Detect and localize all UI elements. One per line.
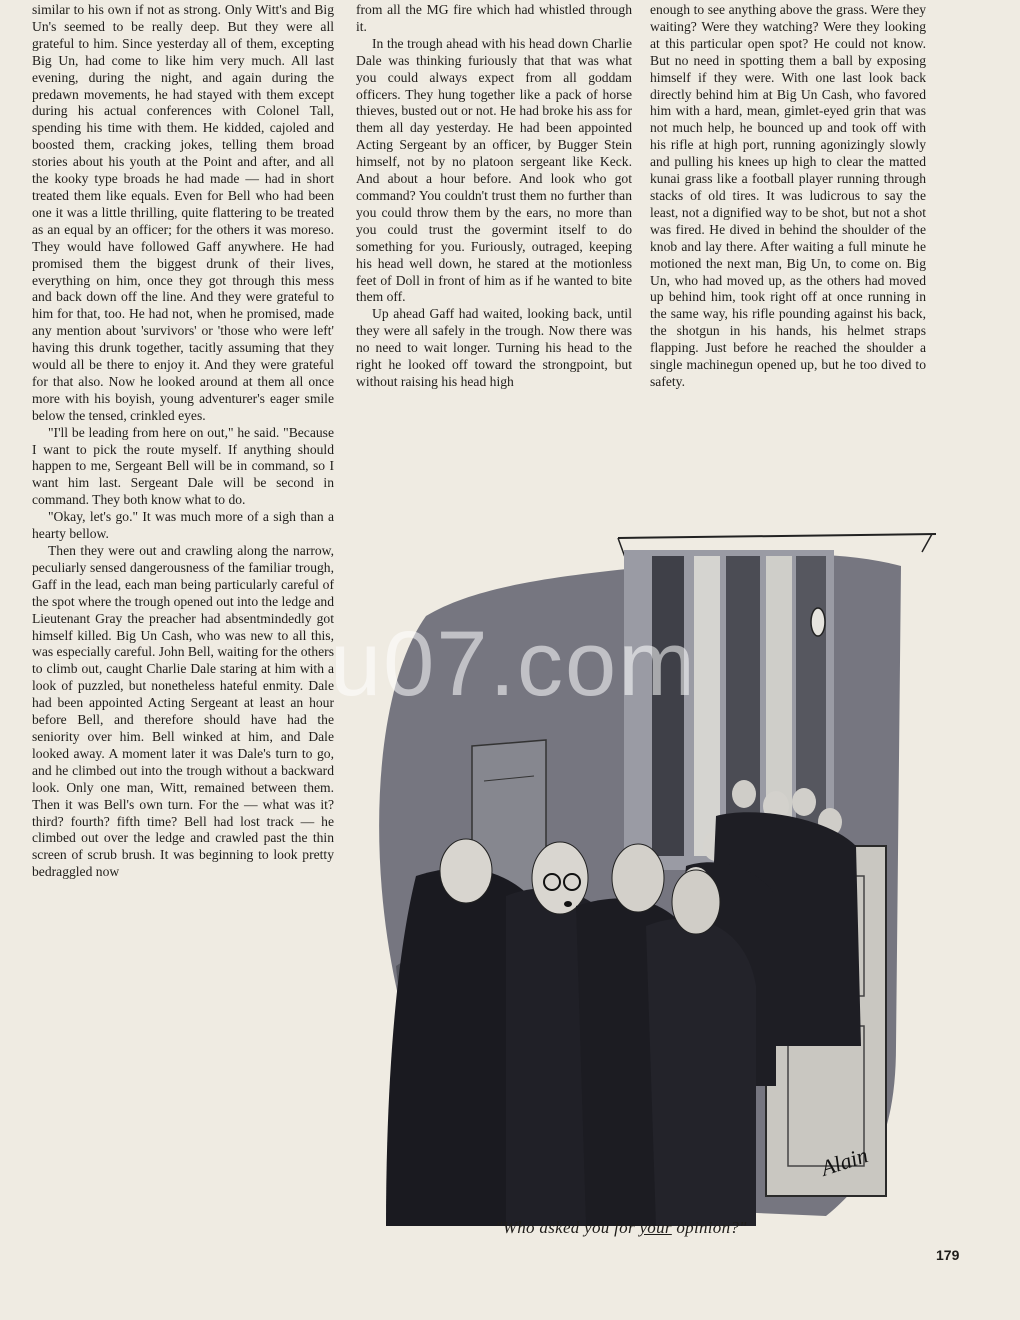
page-number: 179 — [936, 1247, 960, 1263]
paragraph: from all the MG fire which had whistled through it. — [356, 2, 632, 34]
cartoon-illustration — [356, 526, 960, 1236]
paragraph: "Okay, let's go." It was much more of a sigh than a hearty bellow. — [32, 509, 334, 542]
paragraph: Then they were out and crawling along the narrow, peculiarly sensed dangerousness of the familiar trough, Gaff in the lead, each man being particularly careful of the spot where the trough opened out into the ledge and Lieutenant Gray the preacher had absentmindedly got himself killed. Big Un Cash, who was new to all this, was especially careful. John Bell, waiting for the others to climb out, caught Charlie Dale staring at him with a look of puzzled, but nonetheless hateful enmity. Dale had been appointed Acting Sergeant at least an hour before Bell, and therefore should have had the seniority over him. Bell winked at him, and Dale looked away. A moment later it was Dale's turn to go, and he climbed out into the trough without a backward look. Only one man, Witt, remained between them. Then it was Bell's own turn. For the — what was it? third? fourth? fifth time? Bell had lost track — he climbed out over the ledge and crawled past the thin screen of scrub brush. It was beginning to look pretty bedraggled now — [32, 543, 335, 880]
wall-lamp — [811, 608, 825, 636]
paragraph: enough to see anything above the grass. Were they waiting? Were they watching? Were they looking at this particular open spot? He could not know. But no need in spotting them a ball by exposing himself if they were. With one last look back directly behind him at Big Un Cash, who favored him with a hard, mean, gimlet-eyed grin that was not much help, he bounced up and took off with his rifle at high port, running agonizingly slowly and pulling his knees up high to clear the matted kunai grass like a football player running through stacks of old tires. It was ludicrous to say the least, not a dignified way to be shot, but not a shot was fired. He dived in behind the shoulder of the knob and lay there. After waiting a full minute he motioned the next man, Big Un, to come on. Big Un, who had moved up, as the others had moved up behind him, took right off at once running in the same way, his rifle pounding against his back, the shotgun in his hands, his helmet straps flapping. Just before he reached the shoulder a single machinegun opened up, but he too dived to safety. — [650, 2, 926, 389]
cartoon-caption: "Who asked you for your opinion?" — [495, 1218, 747, 1237]
article-column-3 — [650, 2, 926, 391]
paragraph: similar to his own if not as strong. Only Witt's and Big Un's seemed to be really deep. But they were all grateful to him. Since yesterday all of them, excepting Big Un, had come to like him very much. All last evening, during the night, and again during the predawn movements, he had stayed with them except during his actual conferences with Colonel Tall, spending his time with them. He kidded, cajoled and boosted them, cracking jokes, telling them broad stories about his youth at the Point and after, and all the kooky type broads he had made — had in short treated them like equals. Even for Bell who had been one it was a little thrilling, quite flattering to be treated as an equal by an officer; for the others it was moreso. They would have followed Gaff anywhere. He had promised them the biggest drunk of their lives, everything on him, once they got through this mess and back down off the line. And they were grateful to him for that, too. He had not, when he promised, made any mention about 'survivors' or 'those who were left' having this drunk together, tacitly assuming that they would all be there to enjoy it. And they were grateful for that also. Now he looked around at them all once more with his boyish, young adventurer's eager smile below the tensed, crinkled eyes. — [32, 2, 334, 423]
article-column-1 — [32, 2, 334, 881]
watermark: u07.com — [330, 613, 697, 715]
paragraph: In the trough ahead with his head down Charlie Dale was thinking furiously that that was what you could always expect from all goddam officers. They hung together like a pack of horse thieves, busted out or not. He had broke his ass for them all day yesterday. He had been appointed Acting Sergeant by an officer, by Bugger Stein himself, not by no platoon sergeant like Keck. And about a hour before. And look who got command? You couldn't trust them no further than you could throw them by the ears, no more than you could trust the govermint itself to do something for you. Furiously, outraged, keeping his head well down, he stared at the motionless feet of Doll in front of him as if he wanted to bite them off. — [356, 35, 632, 305]
foreground-figures — [386, 839, 756, 1226]
article-column-2 — [356, 2, 632, 391]
paragraph: "I'll be leading from here on out," he said. "Because I want to pick the route myself. If anything should happen to me, Sergeant Bell will be in command, so I want him last. Sergeant Dale will be second in command. They both know what to do. — [32, 424, 334, 508]
paragraph: Up ahead Gaff had waited, looking back, until they were all safely in the trough. Now there was no need to wait longer. Turning his head to the right he looked off toward the strongpoint, but without raising his head high — [356, 306, 632, 389]
artist-signature: Alain — [817, 1142, 871, 1181]
